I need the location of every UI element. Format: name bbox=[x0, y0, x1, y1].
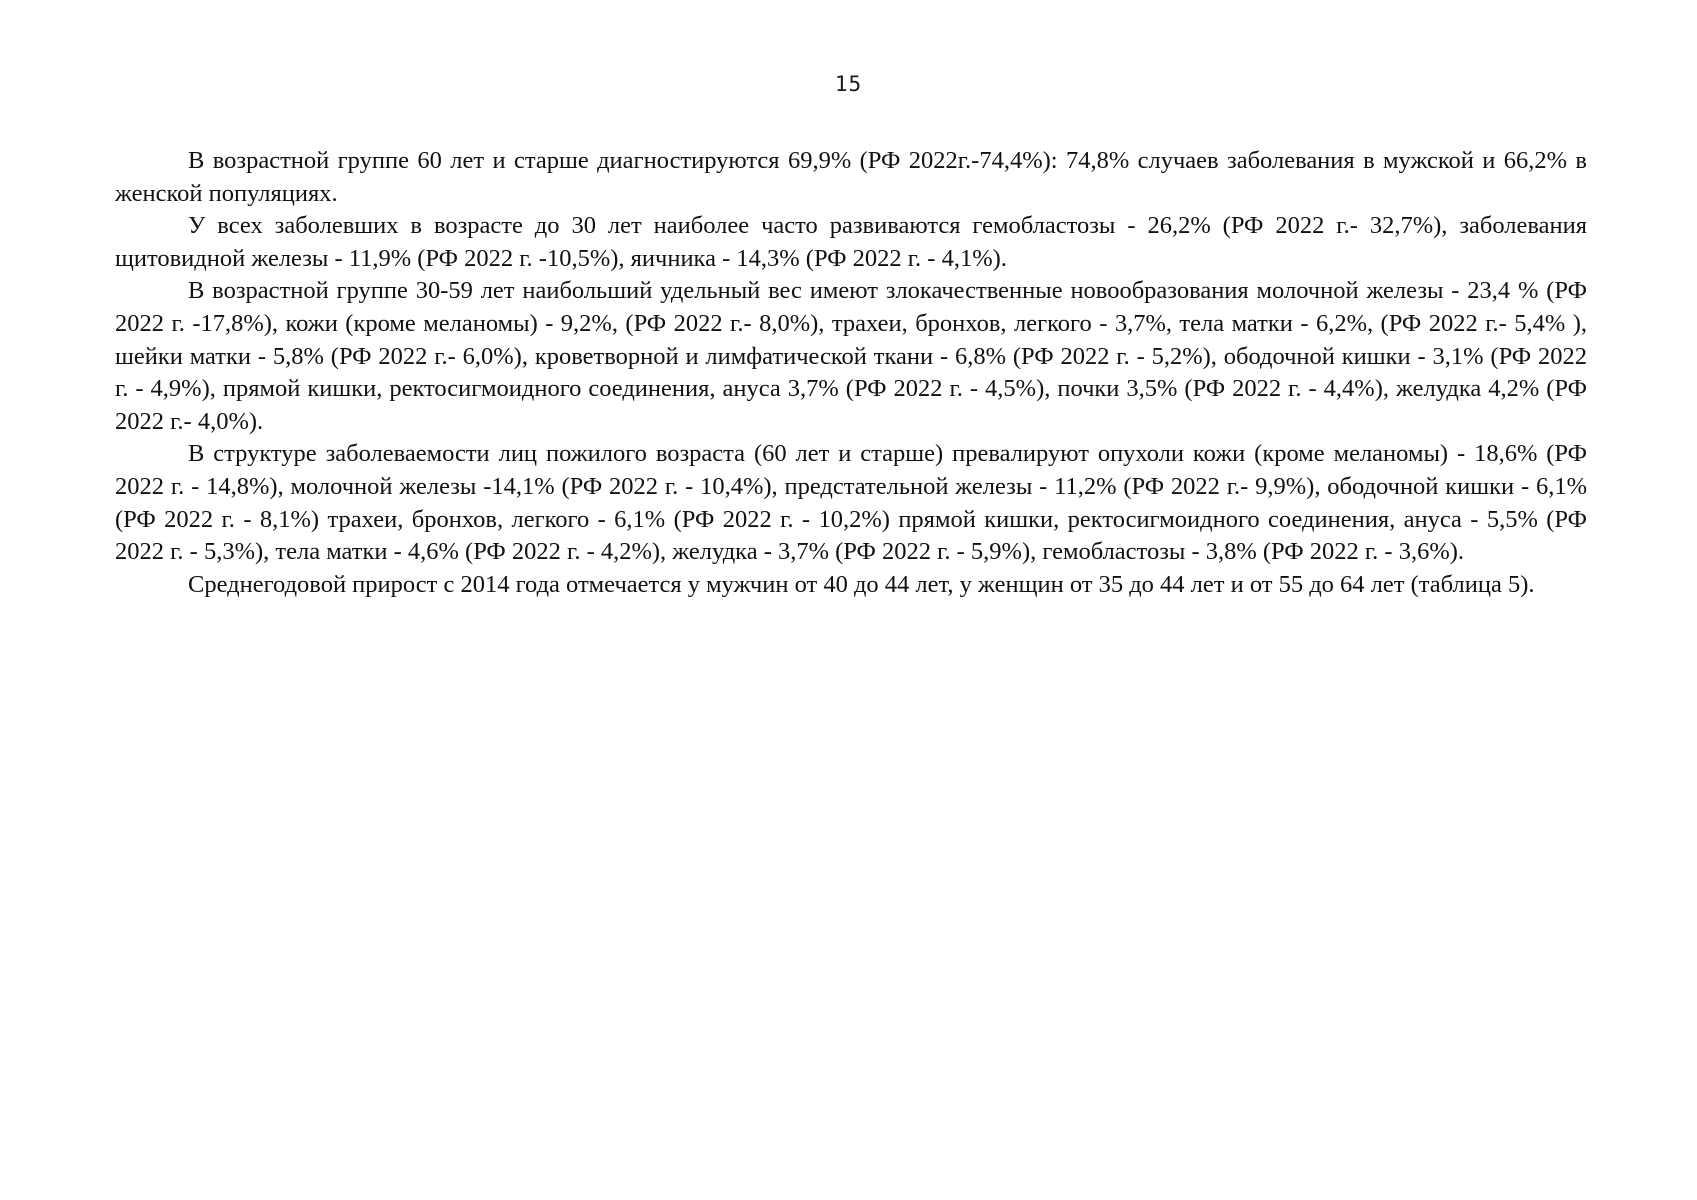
document-body bbox=[115, 145, 1587, 601]
paragraph-age-60-plus: В возрастной группе 60 лет и старше диагностируются 69,9% (РФ 2022г.-74,4%): 74,8% случаев заболевания в мужской и 66,2% в женской популяциях. bbox=[115, 147, 1587, 207]
paragraph-elderly-structure: В структуре заболеваемости лиц пожилого возраста (60 лет и старше) превалируют опухоли кожи (кроме меланомы) - 18,6% (РФ 2022 г. - 14,8%), молочной железы -14,1% (РФ 2022 г. - 10,4%), предстательной железы - 11,2% (РФ 2022 г.- 9,9%), ободочной кишки - 6,1% (РФ 2022 г. - 8,1%) трахеи, бронхов, легкого - 6,1% (РФ 2022 г. - 10,2%) прямой кишки, ректосигмоидного соединения, ануса - 5,5% (РФ 2022 г. - 5,3%), тела матки - 4,6% (РФ 2022 г. - 4,2%), желудка - 3,7% (РФ 2022 г. - 5,9%), гемобластозы - 3,8% (РФ 2022 г. - 3,6%). bbox=[115, 440, 1587, 566]
paragraph-age-under-30: У всех заболевших в возрасте до 30 лет наиболее часто развиваются гемобластозы - 26,2% (РФ 2022 г.- 32,7%), заболевания щитовидной железы - 11,9% (РФ 2022 г. -10,5%), яичника - 14,3% (РФ 2022 г. - 4,1%). bbox=[115, 212, 1587, 272]
paragraph-annual-growth: Среднегодовой прирост с 2014 года отмечается у мужчин от 40 до 44 лет, у женщин от 35 до 44 лет и от 55 до 64 лет (таблица 5). bbox=[188, 570, 1535, 598]
paragraph-age-30-59: В возрастной группе 30-59 лет наибольший удельный вес имеют злокачественные новообразования молочной железы - 23,4 % (РФ 2022 г. -17,8%), кожи (кроме меланомы) - 9,2%, (РФ 2022 г.- 8,0%), трахеи, бронхов, легкого - 3,7%, тела матки - 6,2%, (РФ 2022 г.- 5,4% ), шейки матки - 5,8% (РФ 2022 г.- 6,0%), кроветворной и лимфатической ткани - 6,8% (РФ 2022 г. - 5,2%), ободочной кишки - 3,1% (РФ 2022 г. - 4,9%), прямой кишки, ректосигмоидного соединения, ануса 3,7% (РФ 2022 г. - 4,5%), почки 3,5% (РФ 2022 г. - 4,4%), желудка 4,2% (РФ 2022 г.- 4,0%). bbox=[115, 277, 1587, 435]
page-number: 15 bbox=[834, 72, 863, 96]
